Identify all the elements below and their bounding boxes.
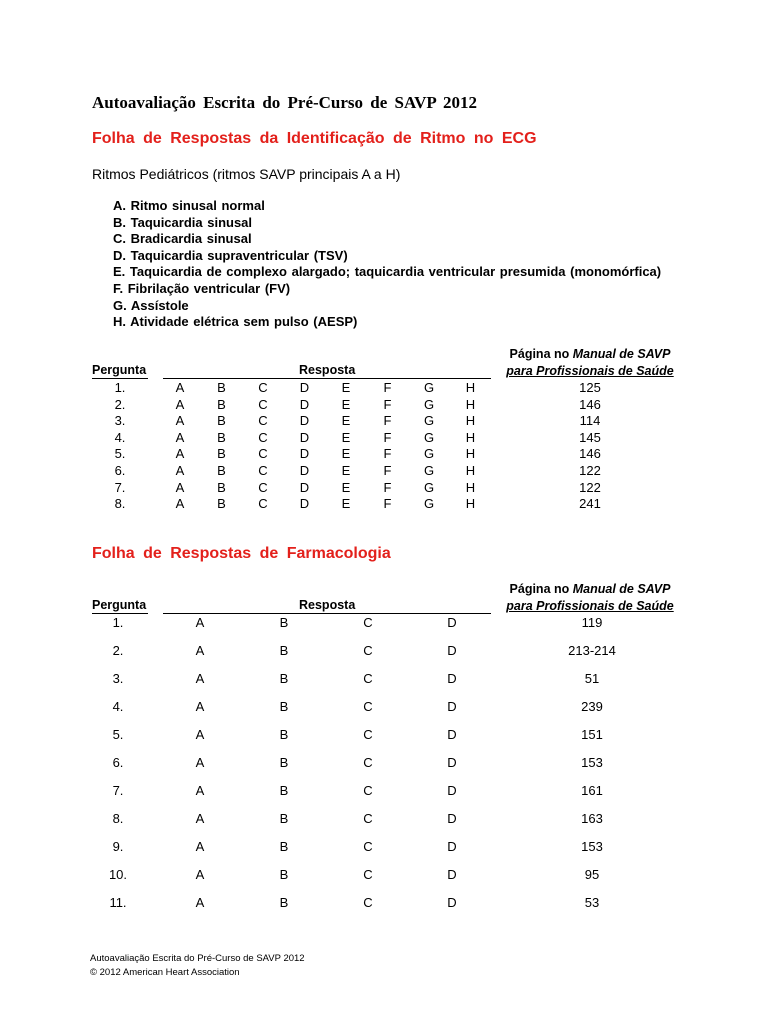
answer-option-f[interactable]: F [383,479,392,495]
answer-option-b[interactable]: B [217,413,226,429]
ecg-question-rule [92,378,148,379]
answer-option-a[interactable]: A [175,380,185,395]
rhythm-item: F. Fibrilação ventricular (FV) [113,280,291,296]
footer [90,952,305,980]
answer-option-c[interactable]: C [258,479,268,495]
answer-option-e[interactable]: E [341,496,351,512]
question-number: 8. [114,496,126,512]
answer-option-c[interactable]: C [363,895,373,910]
manual-page: 122 [579,479,601,495]
answer-option-a[interactable]: A [175,429,185,445]
answer-option-c[interactable]: C [363,839,373,854]
answer-option-d[interactable]: D [299,380,310,395]
answer-option-d[interactable]: D [447,867,457,882]
pharma-section-title: Folha de Respostas de Farmacologia [92,545,391,562]
answer-option-a[interactable]: A [195,839,205,854]
answer-option-g[interactable]: G [423,496,435,512]
answer-option-c[interactable]: C [363,727,373,742]
rhythm-list [113,198,661,331]
answer-option-h[interactable]: H [465,446,476,462]
answer-option-a[interactable]: A [195,811,205,826]
answer-option-b[interactable]: B [217,429,226,445]
manual-page: 114 [579,413,601,429]
answer-option-g[interactable]: G [423,429,435,445]
ecg-answer-header: Resposta [299,363,356,377]
pharma-question-rule [92,613,148,614]
answer-option-c[interactable]: C [363,671,373,686]
manual-page: 119 [581,615,603,630]
rhythm-item: B. Taquicardia sinusal [113,214,253,230]
answer-option-a[interactable]: A [195,699,205,714]
answer-option-c[interactable]: C [258,429,268,445]
manual-page: 241 [579,496,601,512]
answer-option-b[interactable]: B [279,811,289,826]
page-title: Autoavaliação Escrita do Pré-Curso de SAVP 2012 [92,93,478,112]
answer-option-b[interactable]: B [217,479,226,495]
answer-option-d[interactable]: D [299,496,310,512]
page-header-prefix: Página no [509,582,570,596]
footer-copyright: © 2012 American Heart Association [90,967,240,978]
manual-page: 95 [584,867,600,882]
answer-option-a[interactable]: A [195,783,205,798]
answer-option-c[interactable]: C [258,496,268,512]
answer-option-d[interactable]: D [447,643,457,658]
ecg-subtitle: Ritmos Pediátricos (ritmos SAVP principais A a H) [92,166,401,182]
ecg-section-title: Folha de Respostas da Identificação de Ritmo no ECG [92,130,537,147]
rhythm-item: H. Atividade elétrica sem pulso (AESP) [113,314,358,330]
answer-option-h[interactable]: H [465,496,476,512]
manual-page: 213-214 [568,643,616,658]
question-number: 7. [112,783,124,798]
manual-page: 51 [584,671,600,686]
answer-option-d[interactable]: D [299,446,310,462]
question-number: 7. [114,479,126,495]
manual-page: 151 [581,727,603,742]
manual-page: 122 [579,463,601,478]
answer-option-g[interactable]: G [423,479,435,495]
answer-option-e[interactable]: E [341,429,351,445]
ecg-answer-rule [163,378,491,379]
answer-option-a[interactable]: A [175,479,185,495]
manual-page: 53 [584,895,600,910]
question-number: 1. [114,380,126,395]
answer-option-e[interactable]: E [341,463,351,478]
question-number: 5. [112,727,124,742]
manual-page: 163 [581,811,603,826]
answer-option-d[interactable]: D [299,463,310,478]
answer-option-h[interactable]: H [465,380,476,395]
answer-option-g[interactable]: G [423,396,435,412]
answer-option-b[interactable]: B [279,895,289,910]
answer-option-d[interactable]: D [299,479,310,495]
rhythm-item: E. Taquicardia de complexo alargado; taquicardia ventricular presumida (monomórfica) [113,264,662,280]
answer-option-b[interactable]: B [279,671,289,686]
question-number: 2. [112,643,124,658]
answer-option-h[interactable]: H [465,479,476,495]
pharma-answer-header: Resposta [299,598,356,612]
answer-option-a[interactable]: A [195,643,205,658]
question-number: 11. [109,895,127,910]
answer-option-a[interactable]: A [175,463,185,478]
answer-option-c[interactable]: C [363,699,373,714]
footer-title: Autoavaliação Escrita do Pré-Curso de SAVP 2012 [90,953,305,964]
answer-option-a[interactable]: A [175,446,185,462]
manual-page: 125 [579,380,601,395]
manual-page: 146 [579,446,601,462]
manual-page: 146 [579,396,601,412]
question-number: 4. [112,699,124,714]
question-number: 4. [114,429,126,445]
answer-option-c[interactable]: C [363,755,373,770]
answer-option-a[interactable]: A [195,867,205,882]
answer-option-d[interactable]: D [447,699,457,714]
answer-option-f[interactable]: F [383,446,392,462]
page-header-manual: Manual de SAVP [572,347,671,361]
answer-option-d[interactable]: D [447,783,457,798]
question-number: 10. [108,867,128,882]
question-number: 8. [112,811,124,826]
answer-option-d[interactable]: D [447,615,457,630]
answer-option-d[interactable]: D [447,811,457,826]
answer-option-f[interactable]: F [383,429,392,445]
manual-page: 145 [579,429,601,445]
question-number: 6. [112,755,124,770]
answer-option-b[interactable]: B [279,867,289,882]
page-header-prefix: Página no [509,347,570,361]
manual-page: 153 [581,839,603,854]
answer-option-b[interactable]: B [217,380,226,395]
answer-option-g[interactable]: G [423,446,435,462]
answer-option-d[interactable]: D [299,429,310,445]
answer-option-f[interactable]: F [383,496,392,512]
answer-option-a[interactable]: A [175,496,185,512]
answer-option-g[interactable]: G [423,380,435,395]
answer-option-a[interactable]: A [175,396,185,412]
answer-option-c[interactable]: C [258,463,268,478]
pharma-question-header: Pergunta [92,598,147,612]
answer-option-a[interactable]: A [195,671,205,686]
answer-option-f[interactable]: F [383,463,392,478]
answer-option-d[interactable]: D [447,895,457,910]
page-header-line2: para Profissionais de Saúde [506,364,674,378]
question-number: 3. [112,671,124,686]
answer-option-e[interactable]: E [341,380,351,395]
question-number: 3. [114,413,126,429]
answer-option-b[interactable]: B [217,446,226,462]
answer-option-b[interactable]: B [217,463,226,478]
answer-option-f[interactable]: F [383,413,392,429]
question-number: 1. [112,615,124,630]
rhythm-item: D. Taquicardia supraventricular (TSV) [113,247,348,263]
answer-option-e[interactable]: E [341,479,351,495]
answer-option-b[interactable]: B [279,643,289,658]
answer-option-b[interactable]: B [279,783,289,798]
ecg-page-header [500,346,680,380]
answer-option-c[interactable]: C [258,380,268,395]
rhythm-item: A. Ritmo sinusal normal [113,198,265,213]
answer-option-e[interactable]: E [341,396,351,412]
answer-option-g[interactable]: G [423,463,435,478]
answer-option-c[interactable]: C [363,643,373,658]
answer-option-a[interactable]: A [195,615,205,630]
manual-page: 161 [581,783,603,798]
answer-option-b[interactable]: B [279,699,289,714]
rhythm-item: C. Bradicardia sinusal [113,231,252,247]
question-number: 9. [112,839,124,854]
manual-page: 153 [581,755,603,770]
answer-option-c[interactable]: C [258,446,268,462]
question-number: 2. [114,396,126,412]
manual-page: 239 [581,699,603,714]
answer-option-h[interactable]: H [465,463,476,478]
answer-option-c[interactable]: C [363,783,373,798]
answer-option-b[interactable]: B [279,839,289,854]
answer-option-b[interactable]: B [279,727,289,742]
rhythm-item: G. Assístole [113,297,189,313]
question-number: 6. [114,463,126,478]
answer-option-h[interactable]: H [465,396,476,412]
answer-option-c[interactable]: C [363,615,373,630]
question-number: 5. [114,446,126,462]
page-header-line2: para Profissionais de Saúde [506,599,674,613]
answer-option-b[interactable]: B [217,396,226,412]
answer-option-a[interactable]: A [175,413,185,429]
answer-option-a[interactable]: A [195,755,205,770]
answer-option-f[interactable]: F [383,396,392,412]
ecg-question-header: Pergunta [92,363,147,377]
answer-option-d[interactable]: D [447,671,457,686]
answer-option-d[interactable]: D [447,839,457,854]
answer-option-b[interactable]: B [279,755,289,770]
answer-option-c[interactable]: C [363,867,373,882]
answer-option-h[interactable]: H [465,429,476,445]
pharma-page-header [500,581,680,615]
answer-option-c[interactable]: C [363,811,373,826]
answer-option-d[interactable]: D [447,727,457,742]
answer-option-e[interactable]: E [341,413,351,429]
answer-option-e[interactable]: E [341,446,351,462]
answer-option-a[interactable]: A [195,727,205,742]
answer-option-d[interactable]: D [299,413,310,429]
answer-option-d[interactable]: D [447,755,457,770]
answer-option-b[interactable]: B [217,496,226,512]
answer-option-c[interactable]: C [258,396,268,412]
answer-option-c[interactable]: C [258,413,268,429]
answer-option-d[interactable]: D [299,396,310,412]
pharma-answer-rule [163,613,491,614]
answer-option-a[interactable]: A [195,895,205,910]
answer-option-b[interactable]: B [279,615,289,630]
page-header-manual: Manual de SAVP [572,582,671,596]
answer-option-g[interactable]: G [423,413,435,429]
answer-option-f[interactable]: F [383,380,392,395]
answer-option-h[interactable]: H [465,413,476,429]
